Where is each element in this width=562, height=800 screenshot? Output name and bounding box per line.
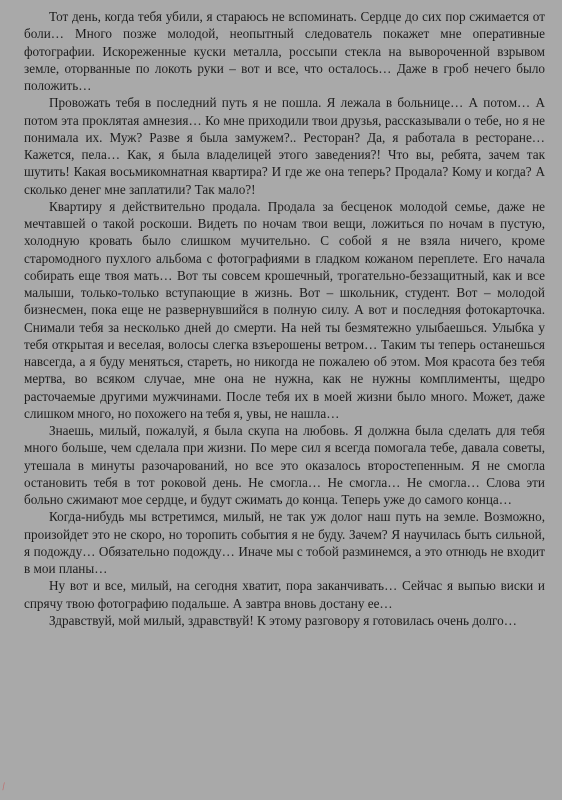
paragraph-1: Тот день, когда тебя убили, я стараюсь не вспоминать. Сердце до сих пор сжимается от боли… Много позже молодой, неопытный следователь покажет мне оперативные фотографии. Искореженные куски металла, россыпи стекла на вывороченной взрывом земле, оторванные по локоть руки – вот и все, что осталось… Даже в гроб нечего было положить…	[24, 9, 545, 93]
corner-mark: ⁄	[1, 782, 7, 793]
paragraph-5: Когда-нибудь мы встретимся, милый, не так уж долог наш путь на земле. Возможно, произойдет это не скоро, но торопить события я не буду. Зачем? Я научилась быть сильной, я подожду… Обязательно подожду… Иначе мы с тобой разминемся, а это отнюдь не входит в мои планы…	[24, 509, 545, 576]
paragraph-6: Ну вот и все, милый, на сегодня хватит, пора заканчивать… Сейчас я выпью виски и спрячу твою фотографию подальше. А завтра вновь достану ее…	[24, 578, 545, 611]
document-page	[24, 8, 545, 629]
paragraph-2: Провожать тебя в последний путь я не пошла. Я лежала в больнице… А потом… А потом эта проклятая амнезия… Ко мне приходили твои друзья, рассказывали о тебе, но я не понимала их. Муж? Разве я была замужем?.. Ресторан? Да, я работала в ресторане… Кажется, пела… Как, я была владелицей этого заведения?! Что вы, ребята, зачем так шутить! Какая восьмикомнатная квартира? И где же она теперь? Продала? Кому и когда? А сколько денег мне заплатили? Так мало?!	[24, 95, 545, 197]
paragraph-7: Здравствуй, мой милый, здравствуй! К этому разговору я готовилась очень долго…	[49, 612, 517, 628]
paragraph-3: Квартиру я действительно продала. Продала за бесценок молодой семье, даже не мечтавшей о такой роскоши. Видеть по ночам твои вещи, ложиться по ночам в пустую, холодную кровать было слишком мучительно. С собой я не взяла ничего, кроме старомодного пухлого альбома с фотографиями в гладком кожаном переплете. Его начала собирать еще твоя мать… Вот ты совсем крошечный, трогательно-беззащитный, как и все малыши, только-только вступающие в жизнь. Вот – школьник, студент. Вот – молодой бизнесмен, пока еще не развернувшийся в полную силу. А вот и последняя фотокарточка. Снимали тебя за несколько дней до смерти. На ней ты безмятежно улыбаешься. Улыбка у тебя открытая и веселая, волосы слегка взъерошены ветром… Таким ты теперь останешься навсегда, а я буду меняться, стареть, но никогда не пожалею об этом. Моя красота без тебя мертва, во всяком случае, мне она не нужна, как не нужны комплименты, щедро расточаемые другими мужчинами. После тебя их в моей жизни было много. Может, даже слишком много, но похожего на тебя я, увы, не нашла…	[24, 198, 545, 421]
paragraph-4: Знаешь, милый, пожалуй, я была скупа на любовь. Я должна была сделать для тебя много больше, чем сделала при жизни. По мере сил я всегда помогала тебе, давала советы, утешала в минуты разочарований, но все это оказалось второстепенным. Я не смогла остановить тебя в тот роковой день. Не смогла… Не смогла… Не смогла… Слова эти больно сжимают мое сердце, и будут сжимать до конца. Теперь уже до самого конца…	[24, 423, 545, 507]
